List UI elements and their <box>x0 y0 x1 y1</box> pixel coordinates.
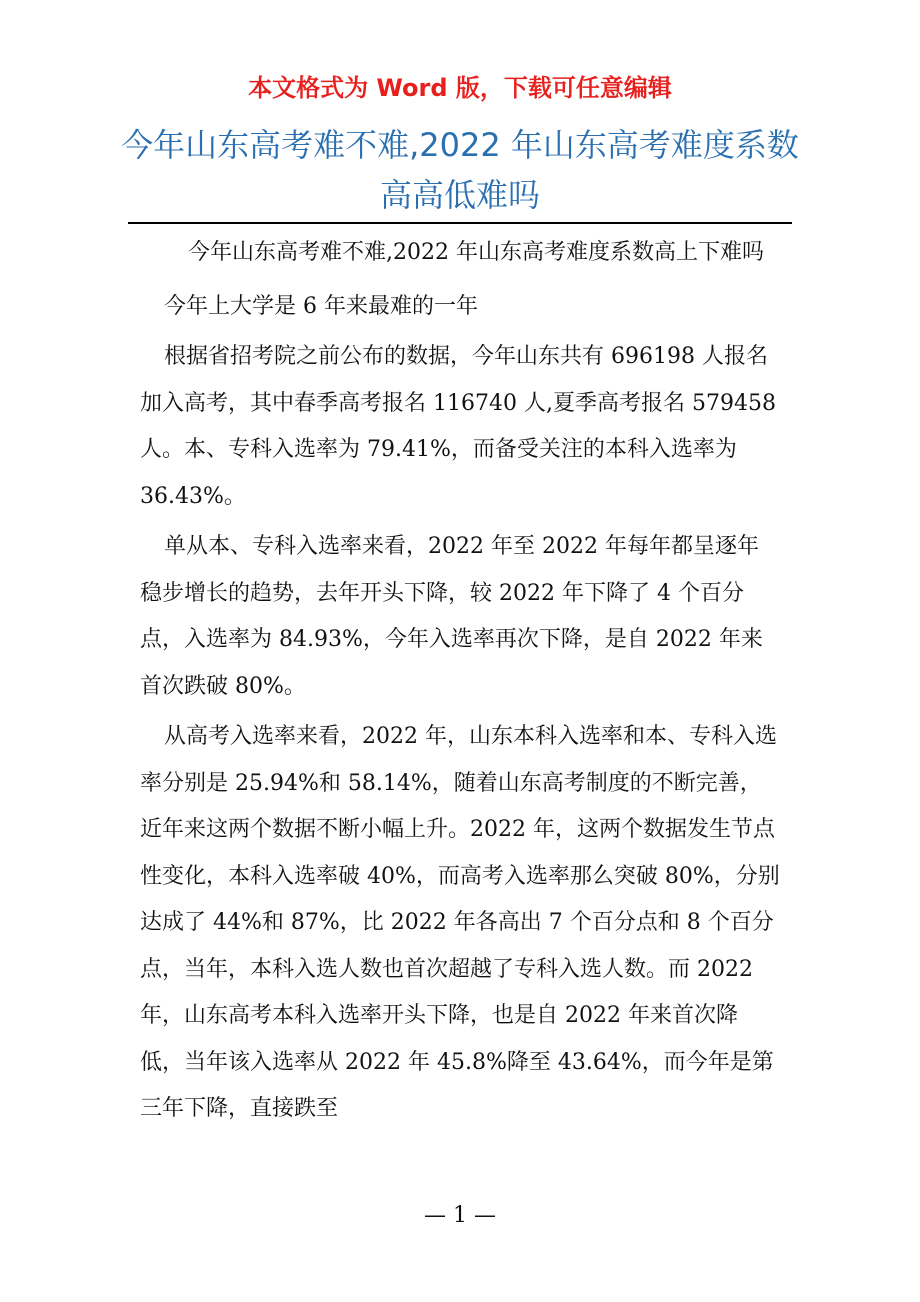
paragraph: 根据省招考院之前公布的数据，今年山东共有 696198 人报名加入高考，其中春季高考报名 116740 人,夏季高考报名 579458 人。本、专科入选率为 79.41%，而备受关注的本科入选率为 36.43%。 <box>140 344 776 509</box>
paragraph: 从高考入选率来看，2022 年，山东本科入选率和本、专科入选率分别是 25.94%和 58.14%，随着山东高考制度的不断完善，近年来这两个数据不断小幅上升。2022 年，这两个数据发生节点性变化，本科入选率破 40%，而高考入选率那么突破 80%，分别达成了 44%和 87%，比 2022 年各高出 7 个百分点和 8 个百分点，当年，本科入选人数也首次超越了专科入选人数。而 2022 年，山东高考本科入选率开头下降，也是自 2022 年来首次降低，当年该入选率从 2022 年 45.8%降至 43.64%，而今年是第三年下降，直接跌至 <box>140 724 780 1121</box>
paragraph-subtitle: 今年山东高考难不难,2022 年山东高考难度系数高上下难吗 <box>188 240 764 265</box>
word-format-banner: 本文格式为 Word 版，下载可任意编辑 <box>248 74 672 102</box>
paragraph: 今年上大学是 6 年来最难的一年 <box>164 293 478 319</box>
paragraph: 单从本、专科入选率来看，2022 年至 2022 年每年都呈逐年稳步增长的趋势，去年开头下降，较 2022 年下降了 4 个百分点，入选率为 84.93%，今年入选率再次下降，是自 2022 年来首次跌破 80%。 <box>140 534 763 699</box>
document-title: 今年山东高考难不难,2022 年山东高考难度系数高高低难吗 <box>121 126 799 214</box>
title-divider <box>128 222 792 224</box>
document-body <box>140 230 780 1137</box>
page-number: — 1 — <box>424 1203 496 1228</box>
